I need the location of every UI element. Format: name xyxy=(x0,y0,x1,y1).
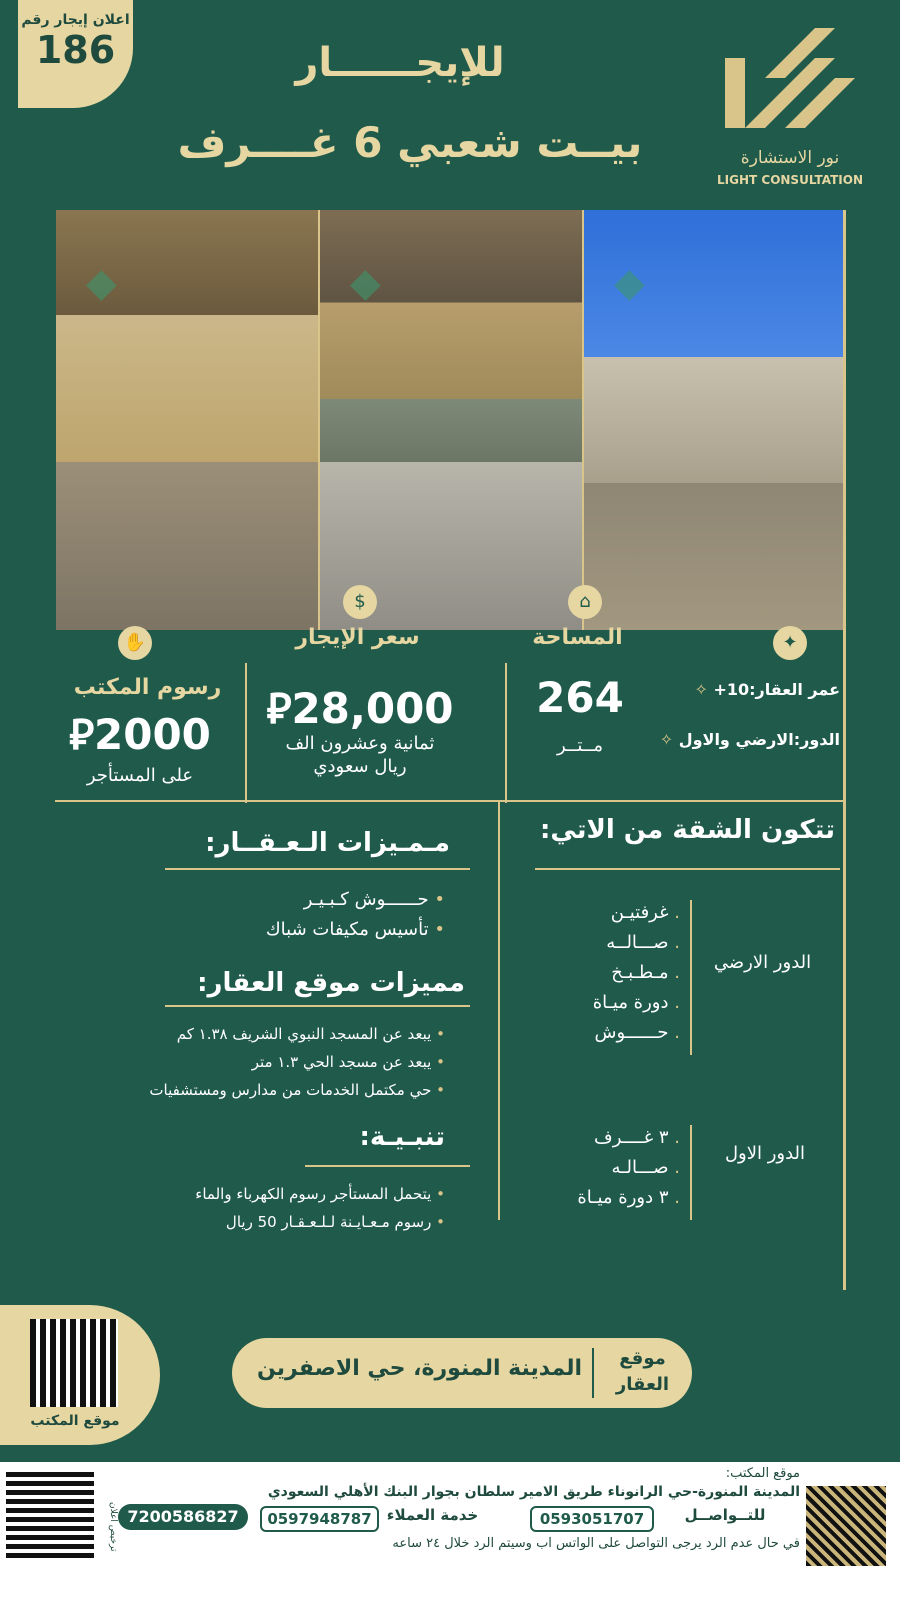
ground-floor-list xyxy=(540,898,680,1048)
phone2[interactable]: 0597948787 xyxy=(260,1506,379,1532)
rent-words-1: ثمانية وعشرون الف xyxy=(285,733,435,754)
area-label: المساحة xyxy=(532,625,623,650)
license-number: 7200586827 xyxy=(118,1504,248,1530)
watermark-icon: ◆ xyxy=(614,260,645,306)
logo-mark-icon xyxy=(705,18,875,148)
list-item: . صـــالـه xyxy=(611,1157,680,1178)
service-label: خدمة العملاء xyxy=(386,1506,479,1524)
footer-note: في حال عدم الرد يرجى التواصل على الواتس اب وسيتم الرد خلال ٢٤ ساعه xyxy=(392,1536,800,1551)
rent-value xyxy=(260,680,460,735)
qr-code-icon[interactable] xyxy=(6,1470,94,1558)
notice-title: تنبـيـة: xyxy=(359,1122,445,1152)
office-qr-panel xyxy=(0,1305,160,1445)
area-value: 264 xyxy=(536,673,624,722)
location-pill xyxy=(232,1338,692,1408)
company-logo xyxy=(705,18,875,198)
qr-code-icon[interactable] xyxy=(30,1319,118,1407)
list-item: . ٣ غــــرف xyxy=(594,1127,680,1148)
lightbulb-icon: ✧ xyxy=(694,680,708,699)
divider xyxy=(505,663,507,803)
photo-room xyxy=(56,210,320,630)
list-item: . غرفتيـن xyxy=(610,902,680,923)
contact-label: للتــواصــل xyxy=(684,1506,766,1524)
property-floor-text: الدور:الارضي والاول xyxy=(678,730,840,749)
notice-list xyxy=(60,1180,445,1236)
list-item: . مـطـبـخ xyxy=(611,962,680,983)
list-item: . ٣ دورة ميـاة xyxy=(577,1187,680,1208)
section-divider xyxy=(55,800,845,802)
divider xyxy=(592,1348,594,1398)
logo-english-text: LIGHT CONSULTATION xyxy=(717,173,863,187)
rent-words-2: ريال سعودي xyxy=(313,756,407,777)
list-item: . حــــــوش xyxy=(594,1022,680,1043)
list-item: . دورة ميـاة xyxy=(592,992,680,1013)
office-label: موقع المكتب: xyxy=(725,1466,800,1481)
currency-icon: ⃁ xyxy=(69,710,95,759)
features-list xyxy=(60,885,445,945)
office-fee-note: على المستأجر xyxy=(86,765,194,786)
footer xyxy=(0,1462,900,1600)
divider xyxy=(690,1125,692,1220)
composition-title: تتكون الشقة من الاتي: xyxy=(540,815,835,845)
price-tag-icon: $ xyxy=(343,585,377,619)
property-age-text: عمر العقار:10+ xyxy=(713,680,840,699)
phone1[interactable]: 0593051707 xyxy=(530,1506,654,1532)
list-item: • يبعد عن المسجد النبوي الشريف ١.٣٨ كم xyxy=(176,1025,445,1043)
list-item: • يتحمل المستأجر رسوم الكهرباء والماء xyxy=(195,1185,445,1203)
list-item: . صـــالــه xyxy=(606,932,680,953)
property-photos xyxy=(56,210,846,630)
rent-label: سعر الإيجار xyxy=(295,625,420,650)
list-item: • حي مكتمل الخدمات من مدارس ومستشفيات xyxy=(149,1081,445,1099)
license-label: ترخيص اعلان xyxy=(108,1502,118,1552)
photo-yard xyxy=(584,210,846,630)
qr-label: موقع المكتب xyxy=(30,1413,120,1429)
property-floor xyxy=(640,730,840,749)
column-divider xyxy=(498,800,500,1220)
watermark-icon: ◆ xyxy=(86,260,117,306)
rent-number: 28,000 xyxy=(291,684,454,733)
divider xyxy=(690,900,692,1055)
list-item: • حــــــوش كـبـيـر xyxy=(303,889,445,910)
ad-number-badge xyxy=(18,0,133,108)
list-item: • رسوم مـعـايـنة لـلـعـقـار 50 ريال xyxy=(225,1213,445,1231)
area-unit: مــتــر xyxy=(556,735,604,756)
location-label: موقع العقار xyxy=(615,1348,670,1395)
ad-number-label: اعلان إيجار رقم xyxy=(21,12,130,28)
list-item: • تأسيس مكيفات شباك xyxy=(265,919,445,940)
currency-icon: ⃁ xyxy=(266,684,292,733)
lightbulb-icon: ✦ xyxy=(773,626,807,660)
property-age xyxy=(655,680,840,699)
divider xyxy=(245,663,247,803)
qr-code-icon[interactable] xyxy=(806,1486,886,1566)
list-item: • يبعد عن مسجد الحي ١.٣ متر xyxy=(251,1053,445,1071)
underline xyxy=(165,868,470,870)
watermark-icon: ◆ xyxy=(350,260,381,306)
ad-number: 186 xyxy=(35,28,116,72)
office-fee-number: 2000 xyxy=(94,710,211,759)
location-value: المدينة المنورة، حي الاصفرين xyxy=(256,1356,583,1381)
frame-line xyxy=(843,210,846,1290)
ground-floor-label: الدور الارضي xyxy=(713,952,812,973)
location-features-list xyxy=(30,1020,445,1104)
office-fee-value xyxy=(55,706,225,761)
page-title: للإيجــــــار xyxy=(295,40,505,86)
underline xyxy=(165,1005,470,1007)
location-features-title: مميزات موقع العقار: xyxy=(197,968,465,998)
photo-kitchen xyxy=(320,210,584,630)
page-subtitle: بيــت شعبي 6 غــــرف xyxy=(177,118,643,167)
first-floor-label: الدور الاول xyxy=(724,1143,806,1164)
logo-arabic-text: نور الاستشارة xyxy=(740,148,840,168)
underline xyxy=(305,1165,470,1167)
features-title: مـمـيزات الـعـقــار: xyxy=(205,828,450,858)
office-address: المدينة المنورة-حي الرانوناء طريق الامير سلطان بجوار البنك الأهلي السعودي xyxy=(267,1484,800,1500)
money-hand-icon: ✋ xyxy=(118,626,152,660)
lightbulb-icon: ✧ xyxy=(659,730,674,749)
first-floor-list xyxy=(540,1123,680,1213)
underline xyxy=(535,868,840,870)
office-fee-label: رسوم المكتب xyxy=(73,675,222,700)
house-icon: ⌂ xyxy=(568,585,602,619)
